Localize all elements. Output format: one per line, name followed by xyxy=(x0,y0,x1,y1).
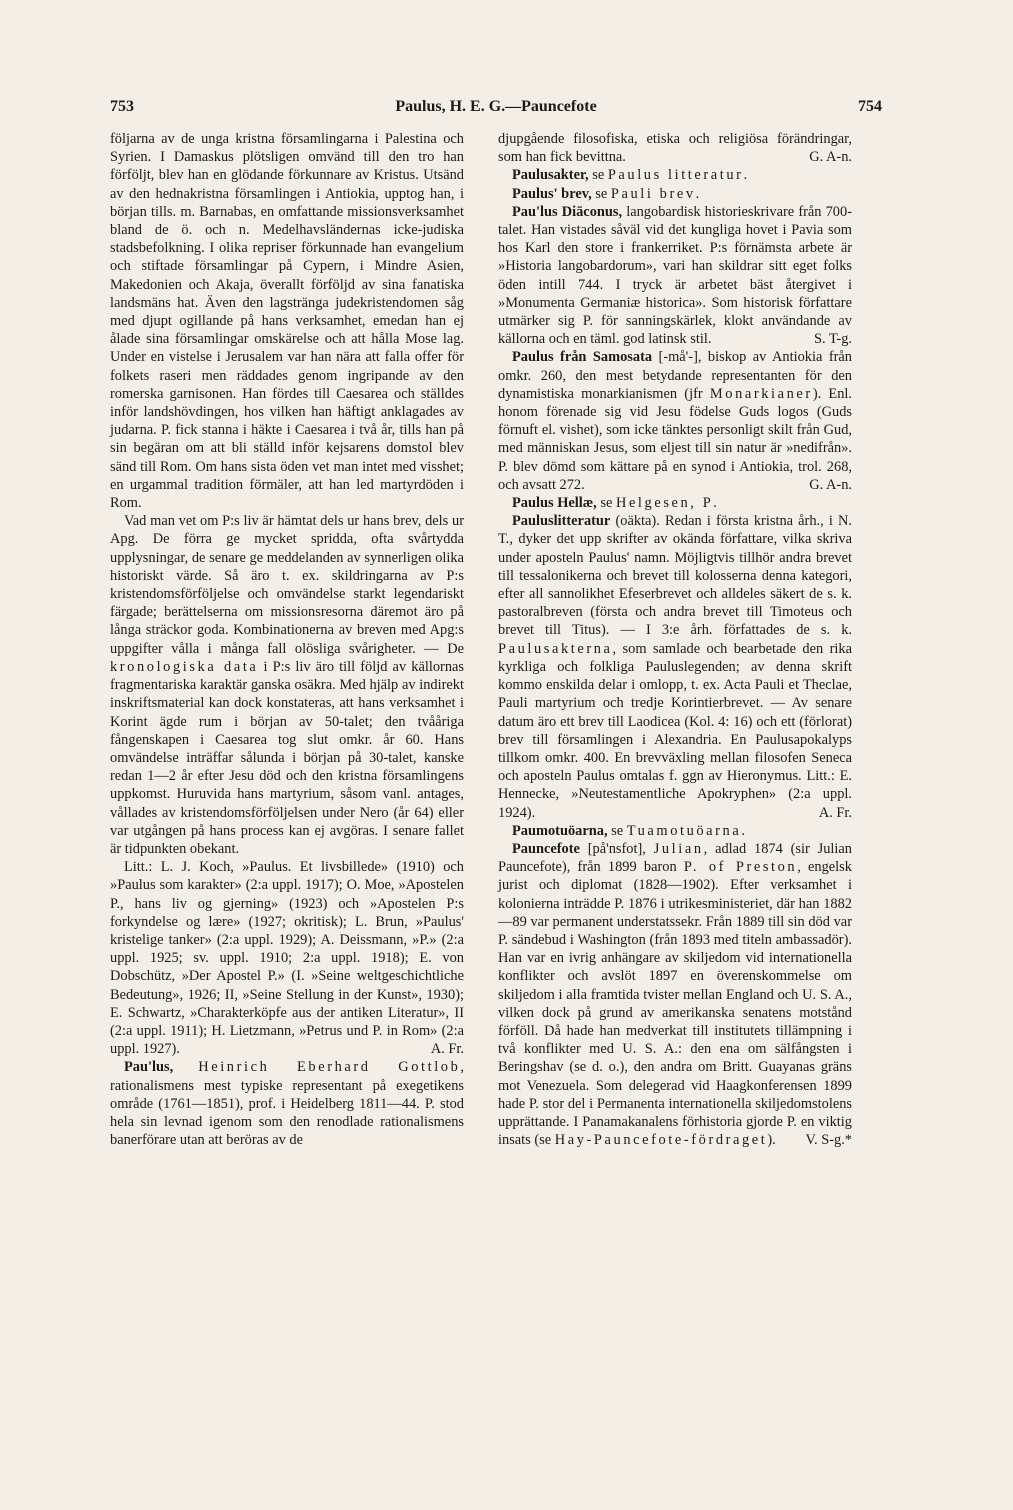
running-title: Paulus, H. E. G.—Pauncefote xyxy=(395,98,597,115)
entry-headword: Paulus' brev, xyxy=(512,185,592,202)
spaced-term: Heinrich Eberhard Gottlob xyxy=(198,1059,461,1076)
spaced-term: Paulusakterna xyxy=(498,640,613,657)
text-segment: (oäkta). Redan i första kristna årh., i N. T., dyker det upp skrifter av okända författare, vilka skriva under aposteln Paulus' namn. Möjligtvis tillhör andra brevet till tessalonikerna och brevet till kolosserna denna kategori, efter all sannolikhet Efeserbrevet och alldeles säkert de s. k. pastoralbreven (första och andra brevet till Timoteus och brevet till Titus). — I 3:e årh. författades de s. k. xyxy=(498,513,852,639)
text-segment: se xyxy=(591,185,611,202)
spaced-term: kronologiska data xyxy=(110,658,259,675)
text-segment: . xyxy=(743,167,748,184)
text-segment: [på'nsfot], xyxy=(579,840,654,857)
author-signature: A. Fr. xyxy=(430,1041,464,1058)
text-segment: , som samlade och bearbetade den rika kyrkliga och folkliga Pauluslegenden; av denna skrift kommo enskilda delar i omlopp, t. ex. Acta Pauli et Theclae, Pauli martyrium och tredje Korintierbrevet. — Av senare datum äro ett brev till Laodicea (Kol. 4: 16) och ett (förlorat) brev till församlingen i Alexandria. En Paulusapokalyps tillkom omkr. 400. En brevväxling mellan filosofen Seneca och aposteln Paulus omtalas f. ggn av Hieronymus. Litt.: E. Hennecke, »Neutestamentliche Apokryphen» (2:a uppl. 1924). xyxy=(498,640,852,821)
entry-paulusakter xyxy=(498,166,852,184)
entry-paumotuoarna xyxy=(498,822,852,840)
entry-headword: Pau'lus Diāconus, xyxy=(512,203,623,220)
right-column xyxy=(498,130,852,1149)
paragraph-paulus-literature xyxy=(110,858,464,1058)
text-segment: , engelsk jurist och diplomat (1828—1902). Efter verksamhet i kolonierna inträdde P. 1876 i utrikesministeriet, där han 1882—89 var permanent understatssekr. Från 1889 till sin död var P. sändebud i Washington (från 1893 med titeln ambassadör). Han var en ivrig anhängare av skiljedom vid internationella konflikter och avslöt 1897 en överenskommelse om skiljedom i alla framtida tvister mellan England och U. S. A., vilken dock på grund av amerikanska senatens motstånd förföll. Då hade han medverkat till institutets tillämpning i två konflikter med U. S. A.: den ena om sälfångsten i Beringshav (se d. o.), den andra om Britt. Guayanas gräns mot Venezuela. Som delegerad vid Haagkonferensen 1899 hade P. stor del i Permanenta internationella skiljedomstolens upprättande. I Panamakanalens förhistoria gjorde P. en viktig insats (se xyxy=(498,859,852,1149)
entry-headword: Paumotuöarna, xyxy=(512,822,608,839)
entry-pauluslitteratur xyxy=(498,512,852,821)
text-segment: ). xyxy=(767,1132,776,1149)
entry-headword: Paulus Hellæ, xyxy=(512,495,597,512)
entry-paulus-heinrich xyxy=(110,1058,464,1149)
text-segment: Litt.: L. J. Koch, »Paulus. Et livsbillede» (1910) och »Paulus som karakter» (2:a uppl. 1917); O. Moe, »Apostelen P., hans liv og gjerning» (1923) och »Apostelen P:s forkyndelse og lære» (1927; okritisk); L. Brun, »Paulus' kristelige tanker» (2:a uppl. 1929); A. Deissmann, »P.» (2:a uppl. 1925; sv. uppl. 1910; 2:a uppl. 1918); E. von Dobschütz, »Der Apostel P.» (I. »Seine weltgeschichtliche Bedeutung», 1926; II, »Seine Stellung in der Kunst», 1930); E. Schwartz, »Charakterköpfe aus der antiken Literatur», II (2:a uppl. 1911); H. Lietzmann, »Petrus und P. in Rom» (2:a uppl. 1927). xyxy=(110,859,464,1058)
text-segment: ). Enl. honom förenade sig vid Jesu födelse Guds logos (Guds förnuft el. vishet), som icke tänktes personligt skilt från Gud, med människan Jesus, som eljest till sin natur är »nedifrån». P. blev dömd som kättare på en synod i Antiokia, trol. 268, och avsatt 272. xyxy=(498,385,852,493)
cross-reference: Monarkianer xyxy=(709,385,813,402)
text-segment: [-må'-], biskop av Antiokia från omkr. 260, den mest betydande representanten för den dynamistiska monarkianismen (jfr xyxy=(498,349,852,402)
entry-paulus-samosata xyxy=(498,348,852,494)
page-header xyxy=(110,98,882,124)
entry-paulus-brev xyxy=(498,185,852,203)
cross-reference: Pauli brev xyxy=(610,185,696,202)
author-signature: G. A-n. xyxy=(809,149,852,166)
entry-headword: Paulusakter, xyxy=(512,167,589,184)
text-segment: Vad man vet om P:s liv är hämtat dels ur hans brev, dels ur Apg. De förra ge mycket spridda, ofta svårtydda upplysningar, de senare ge meddelanden av synnerligen olika historiskt värde. Så äro t. ex. skildringarna av P:s kristendomsförföljelse och omvändelse starkt legendariskt färgade; berättelserna om missionsresorna däremot äro på långa sträckor goda. Kombinationerna av breven med Apg:s uppgifter vålla i många fall olösliga svårigheter. — De xyxy=(110,513,464,657)
entry-pauncefote xyxy=(498,840,852,1149)
page-number-right: 754 xyxy=(858,98,882,115)
text-segment: . xyxy=(713,495,717,512)
paragraph-continuation xyxy=(498,130,852,166)
text-segment: . xyxy=(741,822,745,839)
author-signature: S. T-g. xyxy=(814,331,852,348)
text-segment: se xyxy=(588,167,608,184)
text-segment: se xyxy=(607,822,627,839)
entry-headword: Pauncefote xyxy=(512,840,580,857)
author-signature: V. S-g.* xyxy=(805,1132,852,1149)
text-segment: , adlad 1874 (sir Julian Pauncefote), från 1899 baron xyxy=(498,840,852,876)
entry-paulus-hellae xyxy=(498,494,852,512)
text-segment: langobardisk historieskrivare från 700-talet. Han vistades såväl vid det kungliga hovet i Pavia som hos Karl den store i frankerriket. P:s förnämsta arbete är »Historia langobardorum», vari han skildrar sitt eget folks öden intill 744. I tryck är arbetet bäst återgivet i »Monumenta Germaniæ historica». Som historisk författare utmärker sig P. för sanningskärlek, klokt användande av källorna och en täml. god latinsk stil. xyxy=(498,203,852,348)
cross-reference: Paulus litteratur xyxy=(607,167,744,184)
left-column xyxy=(110,130,464,1149)
text-segment: , rationalismens mest typiske representant på exegetikens område (1761—1851), prof. i Heidelberg 1811—44. P. stod hela sin levnad igenom som den renodlade rationalismens banerförare utan att beröras av de xyxy=(110,1059,464,1149)
entry-headword: Pauluslitteratur xyxy=(512,513,611,530)
cross-reference: Helgesen, P xyxy=(615,495,714,512)
spaced-term: Julian xyxy=(653,840,704,857)
page-number-left: 753 xyxy=(110,98,134,115)
text-segment: djupgående filosofiska, etiska och religiösa förändringar, som han fick bevittna. xyxy=(498,131,852,166)
cross-reference: Tuamotuöarna xyxy=(626,822,742,839)
text-segment: i P:s liv äro till följd av källornas fragmentariska karaktär ganska osäkra. Med hjälp av indirekt inskriftsmaterial kan dock konstateras, att hans verksamhet i Korint ägde rum i början av 50-talet; den tvååriga fångenskapen i Caesarea tog slut omkr. år 60. Hans omvändelse inträffar sålunda i början på 30-talet, kanske redan 1—2 år efter Jesu död och den kristna församlingens uppkomst. Huruvida hans martyrium, såsom vanl. antages, vållades av kristendomsförföljelsen under Nero (år 64) eller var utgången på hans process kan ej avgöras. I senare fallet är tidpunkten obekant. xyxy=(110,658,465,857)
cross-reference: Hay-Pauncefote-fördraget xyxy=(554,1132,768,1149)
paragraph-paulus-life: följarna av de unga kristna församlingarna i Palestina och Syrien. I Damaskus plötsligen omvänd till den tro han förföljt, blev han en glödande förkunnare av Kristus. Utsänd av den hednakristna församlingen i Antiokia, upptog han, i början tills. m. Barnabas, en omfattande missionsverksamhet bland de ö. och n. Medelhavsländernas icke-judiska stadsbefolkning. I olika repriser förkunnade han evangelium och stiftade församlingar på Cypern, i Mindre Asien, Makedonien och Akaja, överallt förföljd av sina fanatiska landsmäns hat. Även den lagstränga judekristendomen såg med djupt ogillande på hans verksamhet, emedan han ej ålade sina församlingar omskärelse och att hålla Mose lag. Under en vistelse i Jerusalem var han nära att falla offer för folkets raseri men räddades genom ingripande av den romerska garnisonen. Han fördes till Caesarea och ställdes inför landshövdingen, hos vilken han häftigt anklagades av judarna. P. fick stanna i häkte i Caesarea i två år, tills han på sin begäran om att bli ställd inför kejsarens domstol blev sänd till Rom. Om hans sista öden vet man intet med visshet; en urgammal tradition förmäler, att han led martyrdöden i Rom. xyxy=(110,131,464,512)
author-signature: G. A-n. xyxy=(809,476,852,493)
entry-headword: Paulus från Samosata xyxy=(512,349,653,366)
author-signature: A. Fr. xyxy=(818,804,852,821)
paragraph-paulus-sources xyxy=(110,512,464,858)
text-segment: se xyxy=(596,495,616,512)
spaced-term: P. of Preston xyxy=(683,859,798,876)
text-segment: . xyxy=(695,185,700,202)
entry-headword: Pau'lus, xyxy=(124,1059,174,1076)
entry-paulus-diaconus xyxy=(498,203,852,349)
